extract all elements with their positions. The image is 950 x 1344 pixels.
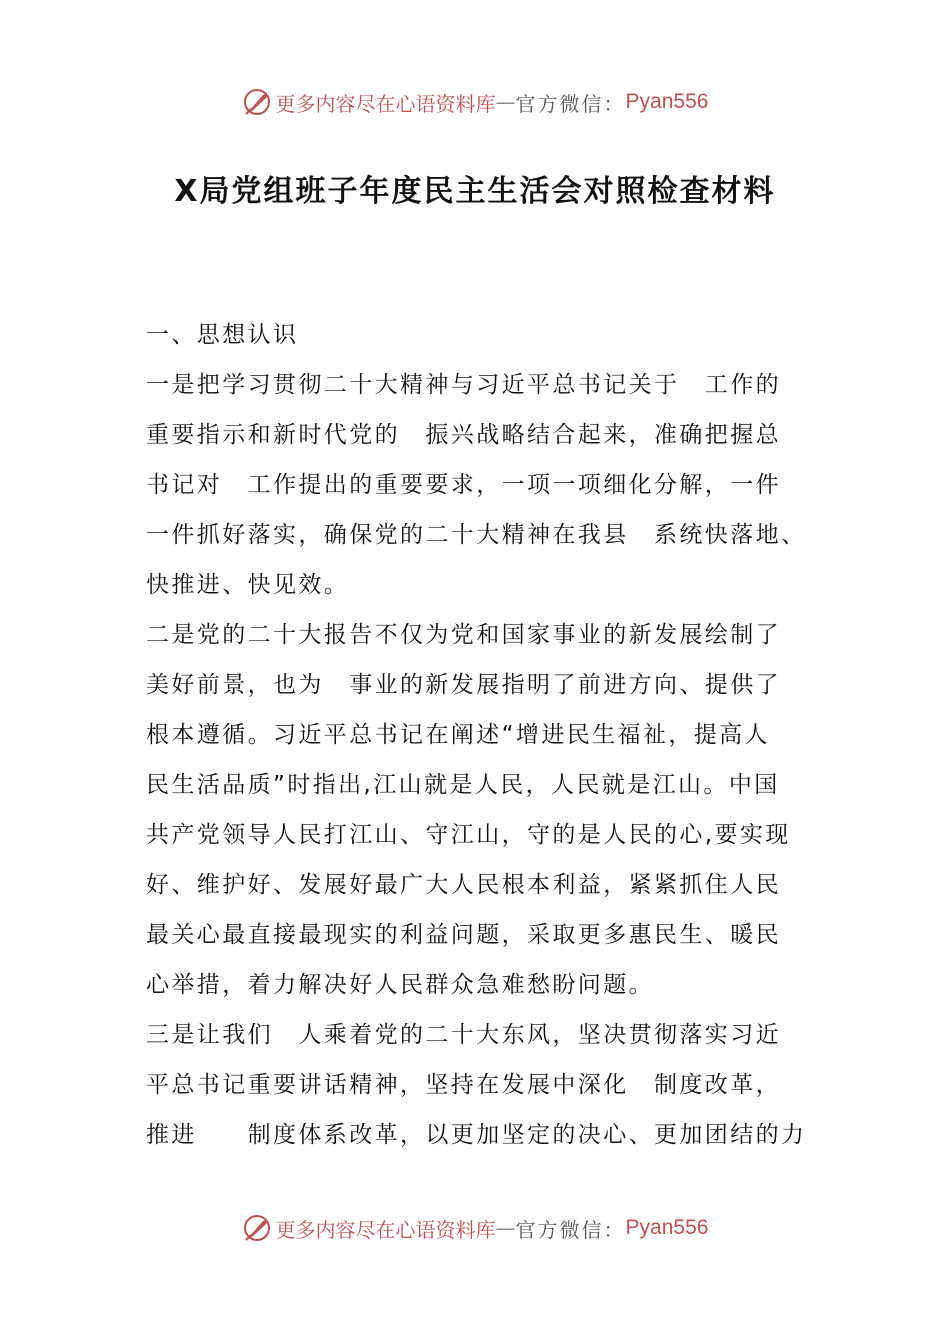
header-site-name: 更多内容尽在心语资料库 <box>275 91 496 116</box>
body-line: 书记对 工作提出的重要要求，一项一项细化分解，一件 <box>146 472 781 498</box>
footer-watermark <box>0 1208 950 1248</box>
body-line: 推进 制度体系改革，以更加坚定的决心、更加团结的力 <box>146 1122 807 1148</box>
body-line: 重要指示和新时代党的 振兴战略结合起来，准确把握总 <box>146 422 781 448</box>
body-line: 平总书记重要讲话精神，坚持在发展中深化 制度改革， <box>146 1072 781 1098</box>
document-title: X局党组班子年度民主生活会对照检查材料 <box>174 174 776 209</box>
body-line: 一件抓好落实，确保党的二十大精神在我县 系统快落地、 <box>146 522 807 548</box>
body-line: 二是党的二十大报告不仅为党和国家事业的新发展绘制了 <box>146 622 781 648</box>
quill-logo-icon <box>242 1213 272 1243</box>
body-line: 心举措，着力解决好人民群众急难愁盼问题。 <box>146 972 654 998</box>
body-line: 最关心最直接最现实的利益问题，采取更多惠民生、暖民 <box>146 922 781 948</box>
footer-separator: — <box>495 1216 516 1240</box>
body-line: 快推进、快见效。 <box>146 572 350 598</box>
body-line: 三是让我们 人乘着党的二十大东风，坚决贯彻落实习近 <box>146 1022 781 1048</box>
quill-logo-icon <box>242 87 272 117</box>
body-line: 美好前景，也为 事业的新发展指明了前进方向、提供了 <box>146 672 781 698</box>
footer-site-name: 更多内容尽在心语资料库 <box>275 1217 496 1242</box>
footer-wechat-id: Pyan556 <box>625 1216 709 1239</box>
header-wechat-label: 官方微信： <box>515 91 626 116</box>
header-watermark <box>0 82 950 122</box>
body-line: 根本遵循。习近平总书记在阐述“增进民生福祉，提高人 <box>146 722 770 748</box>
body-line: 好、维护好、发展好最广大人民根本利益，紧紧抓住人民 <box>146 872 781 898</box>
document-body <box>146 310 806 1160</box>
footer-wechat-label: 官方微信： <box>515 1217 626 1242</box>
header-separator: — <box>495 90 516 114</box>
section-heading: 一、思想认识 <box>146 322 299 348</box>
body-line: 民生活品质”时指出,江山就是人民，人民就是江山。中国 <box>146 772 780 798</box>
body-line: 共产党领导人民打江山、守江山，守的是人民的心,要实现 <box>146 822 791 848</box>
header-wechat-id: Pyan556 <box>625 90 709 113</box>
body-line: 一是把学习贯彻二十大精神与习近平总书记关于 工作的 <box>146 372 781 398</box>
